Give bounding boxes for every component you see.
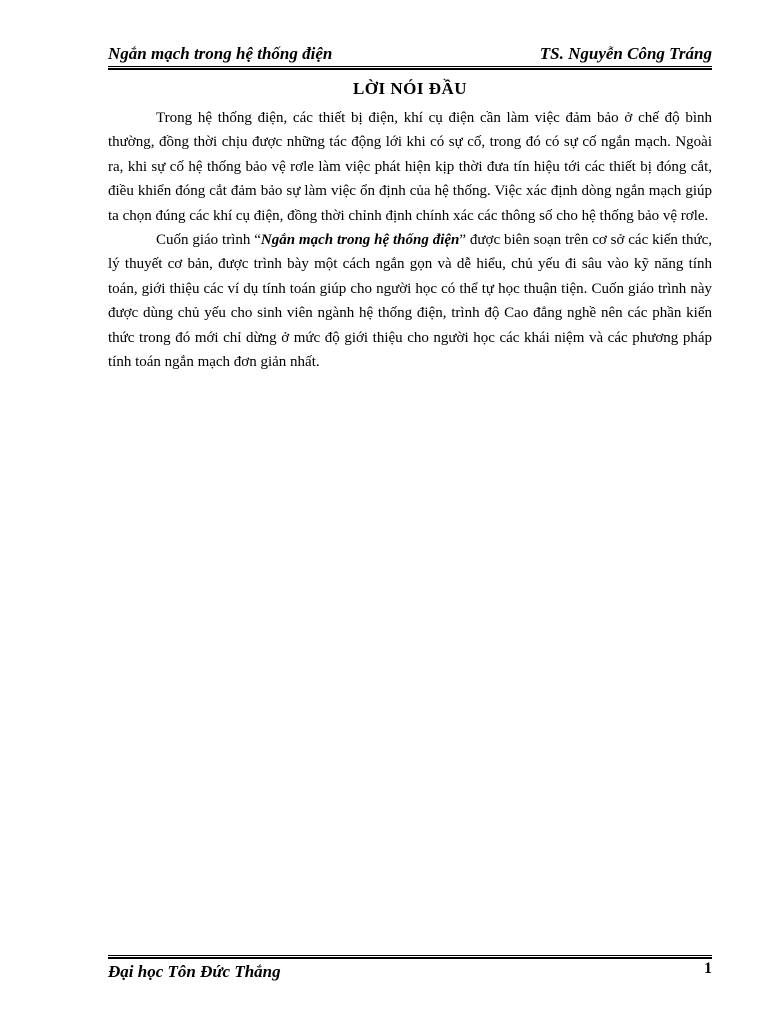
footer-institution: Đại học Tôn Đức Thắng — [108, 962, 281, 981]
paragraph-1: Trong hệ thống điện, các thiết bị điện, khí cụ điện cần làm việc đảm bảo ở chế độ bình thường, đồng thời chịu được những tác động lới khi có sự cố, trong đó có sự cố ngắn mạch. Ngoài ra, khi sự cố hệ thống bảo vệ rơle làm việc phát hiện kịp thời đưa tín hiệu tới các thiết bị đóng cắt, điều khiển đóng cắt đảm bảo sự làm việc ổn định của hệ thống. Việc xác định dòng ngắn mạch giúp ta chọn đúng các khí cụ điện, đồng thời chỉnh định chính xác các thông số cho hệ thống bảo vệ rơle. — [108, 110, 712, 224]
paragraph-2-start: Cuốn giáo trình “ — [156, 232, 261, 249]
paragraph-2 — [108, 228, 712, 374]
header-author: TS. Nguyễn Công Tráng — [539, 44, 712, 63]
book-title-emphasis: Ngắn mạch trong hệ thống điện — [260, 232, 460, 249]
body-text — [108, 106, 712, 374]
page-number: 1 — [704, 960, 712, 977]
header-divider — [108, 66, 712, 70]
page-footer — [108, 960, 712, 984]
page-header — [108, 42, 712, 66]
header-document-title: Ngắn mạch trong hệ thống điện — [108, 44, 333, 63]
section-title: LỜI NÓI ĐẦU — [352, 79, 468, 98]
footer-divider — [108, 955, 712, 959]
paragraph-2-rest: ” được biên soạn trên cơ sở các kiến thức, lý thuyết cơ bản, được trình bày một cách ngắn gọn và dễ hiểu, chủ yếu đi sâu vào kỹ năng tính toán, giới thiệu các ví dụ tính toán giúp cho người học có thể tự học thuận tiện. Cuốn giáo trình này được dùng chủ yếu cho sinh viên ngành hệ thống điện, trình độ Cao đẳng nghề nên các phần kiến thức trong đó mới chỉ dừng ở mức độ giới thiệu cho người học các khái niệm và các phương pháp tính toán ngắn mạch đơn giản nhất. — [108, 232, 712, 371]
